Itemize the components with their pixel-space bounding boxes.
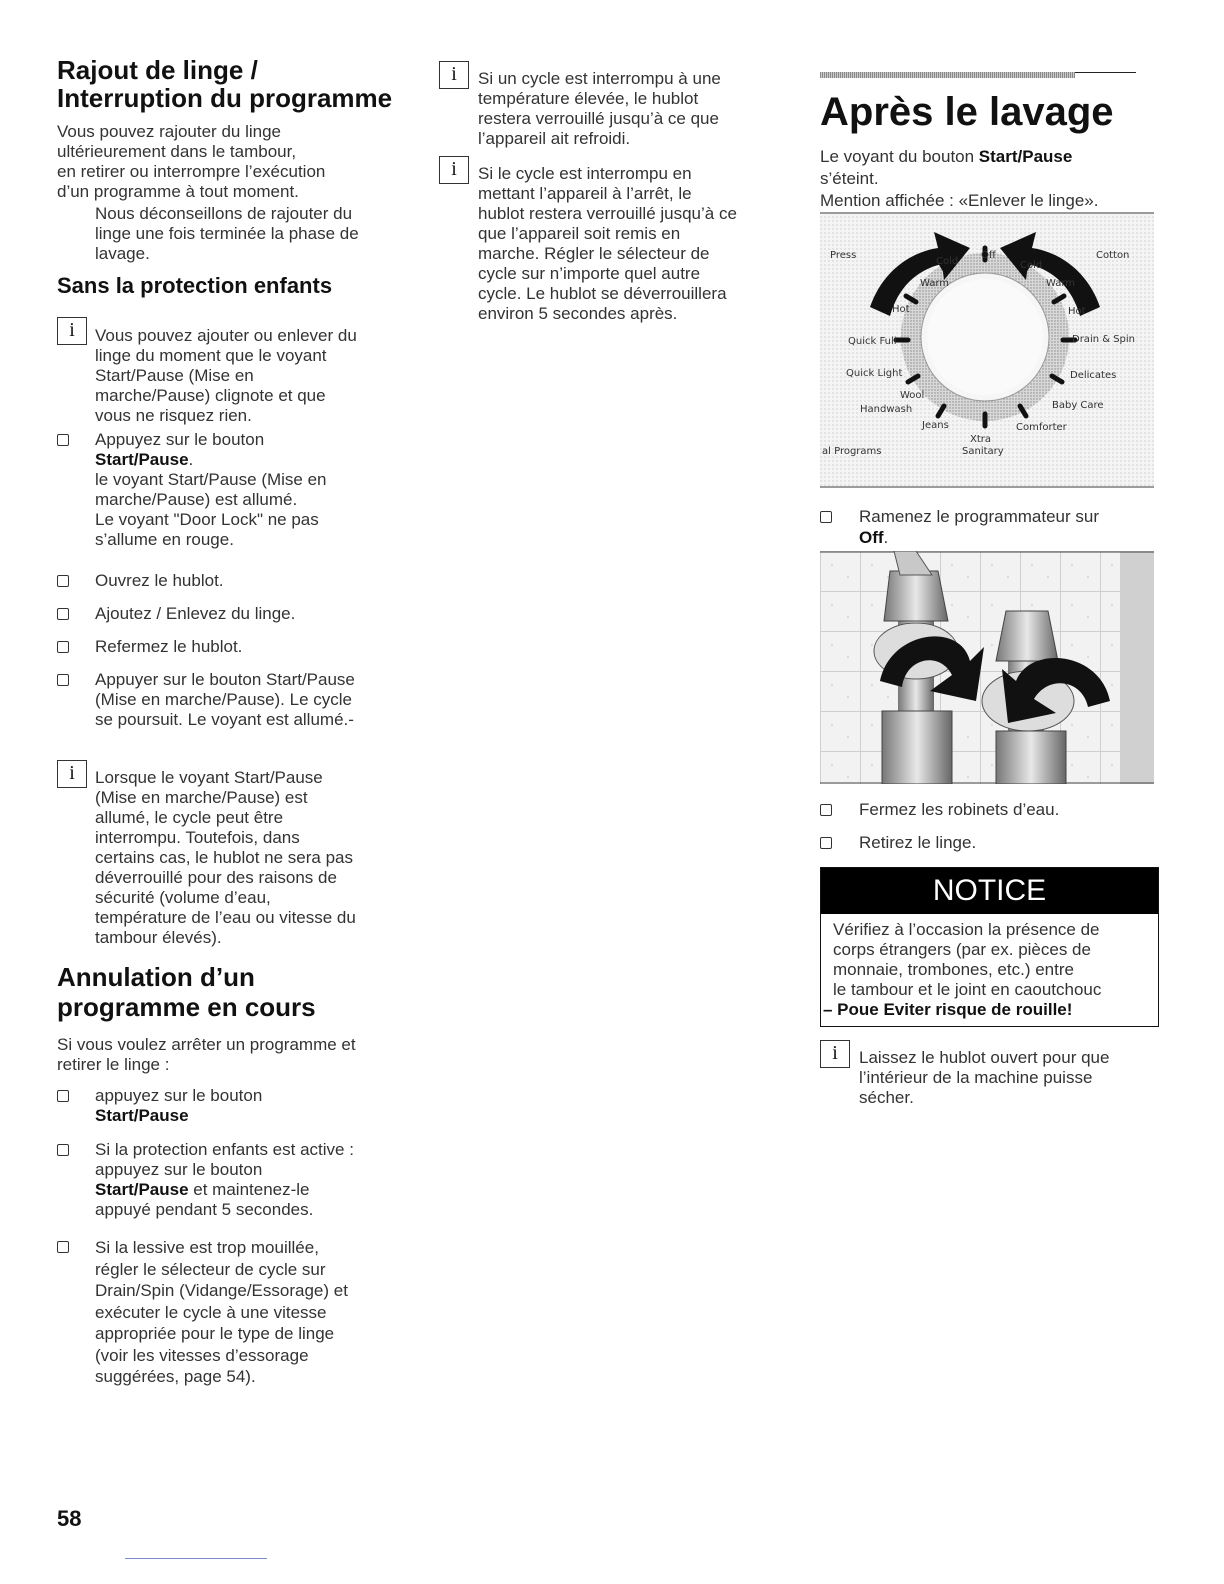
info-icon: i bbox=[439, 156, 469, 184]
list-item: Ramenez le programmateur sur Off. bbox=[859, 507, 1099, 547]
info-text: Laissez le hublot ouvert pour que l’intérieur de la machine puisse sécher. bbox=[859, 1048, 1110, 1107]
list-item: Fermez les robinets d’eau. bbox=[859, 800, 1060, 819]
info-text: Lorsque le voyant Start/Pause (Mise en marche/Pause) est allumé, le cycle peut être interrompu. Toutefois, dans certains cas, le hublot ne sera pas déverrouillé pour des raisons de sécurité (volume d’eau, température de l’eau ou vitesse du tambour élevés). bbox=[95, 768, 356, 947]
dial-label: Xtra bbox=[970, 434, 992, 445]
list-item: Ajoutez / Enlevez du linge. bbox=[95, 604, 296, 623]
notice-body: Vérifiez à l’occasion la présence de corps étrangers (par ex. pièces de monnaie, trombones, etc.) entre le tambour et le joint en caoutchouc – Poue Eviter risque de rouille! bbox=[823, 920, 1102, 1019]
dial-label: Press bbox=[830, 250, 857, 261]
dial-label: Baby Care bbox=[1052, 400, 1104, 411]
dial-label: Hot bbox=[892, 304, 910, 315]
info-icon: i bbox=[439, 61, 469, 89]
dial-label: Sanitary bbox=[962, 446, 1004, 457]
checkbox-icon bbox=[57, 434, 69, 446]
annulation-intro: Si vous voulez arrêter un programme et retirer le linge : bbox=[57, 1035, 356, 1074]
dial-label: Off bbox=[981, 250, 996, 261]
info-icon: i bbox=[57, 760, 87, 788]
list-item: Retirez le linge. bbox=[859, 833, 977, 852]
program-dial-illustration bbox=[820, 212, 1154, 488]
dial-label: Drain & Spin bbox=[1072, 334, 1136, 345]
water-taps-illustration bbox=[820, 551, 1154, 784]
info-icon: i bbox=[57, 317, 87, 345]
section-heading-rajout: Rajout de linge / Interruption du programme bbox=[57, 55, 393, 113]
section-heading-annulation: Annulation d’un programme en cours bbox=[57, 962, 316, 1022]
notice-title: NOTICE bbox=[821, 868, 1158, 914]
dial-label: Wool bbox=[900, 390, 925, 401]
heading-rule bbox=[820, 72, 1136, 78]
list-item: Ouvrez le hublot. bbox=[95, 571, 224, 590]
dial-label: Quick Full bbox=[848, 336, 897, 347]
checkbox-icon bbox=[820, 837, 832, 849]
list-item: Si la lessive est trop mouillée, régler le sélecteur de cycle sur Drain/Spin (Vidange/Essorage) et exécuter le cycle à une vitesse appropriée pour le type de linge (voir les vitesses d’essorage suggérées, page 54). bbox=[95, 1238, 348, 1386]
checkbox-icon bbox=[57, 674, 69, 686]
info-icon: i bbox=[820, 1040, 850, 1068]
info-text: Si le cycle est interrompu en mettant l’appareil à l’arrêt, le hublot restera verrouillé jusqu’à ce que l’appareil soit remis en marche. Régler le sélecteur de cycle sur n’importe quel autre cycle. Le hublot se déverrouillera environ 5 secondes après. bbox=[478, 164, 737, 323]
page-number: 58 bbox=[57, 1506, 82, 1531]
dial-label: Quick Light bbox=[846, 368, 903, 379]
checkbox-icon bbox=[820, 511, 832, 523]
dial-label: al Programs bbox=[822, 446, 882, 457]
checkbox-icon bbox=[57, 1090, 69, 1102]
dial-label: Warm bbox=[1046, 278, 1076, 289]
checkbox-icon bbox=[57, 1144, 69, 1156]
checkbox-icon bbox=[57, 641, 69, 653]
checkbox-icon bbox=[57, 608, 69, 620]
checkbox-icon bbox=[57, 1241, 69, 1253]
section-heading-sans-protection: Sans la protection enfants bbox=[57, 273, 333, 298]
list-item: Appuyez sur le bouton Start/Pause. le voyant Start/Pause (Mise en marche/Pause) est allumé. Le voyant "Door Lock" ne pas s’allume en rouge. bbox=[95, 430, 327, 549]
rajout-intro: Vous pouvez rajouter du linge ultérieurement dans le tambour, en retirer ou interrompre l’exécution d’un programme à tout moment. bbox=[57, 122, 326, 201]
page-title: Après le lavage bbox=[820, 90, 1114, 134]
rajout-advice: Nous déconseillons de rajouter du linge une fois terminée la phase de lavage. bbox=[95, 204, 359, 263]
dial-label: Cold bbox=[936, 256, 959, 267]
dial-label: Delicates bbox=[1070, 370, 1117, 381]
list-item: appuyez sur le bouton Start/Pause bbox=[95, 1086, 263, 1125]
footer-rule bbox=[125, 1558, 267, 1559]
list-item: Appuyer sur le bouton Start/Pause (Mise en marche/Pause). Le cycle se poursuit. Le voyant est allumé.- bbox=[95, 670, 355, 729]
program-dial-drawing bbox=[820, 212, 1154, 488]
list-item: Refermez le hublot. bbox=[95, 637, 243, 656]
dial-label: Comforter bbox=[1016, 422, 1067, 433]
apres-text: Le voyant du bouton Start/Pause s’éteint. Mention affichée : «Enlever le linge». bbox=[820, 147, 1099, 210]
info-text: Si un cycle est interrompu à une température élevée, le hublot restera verrouillé jusqu’à ce que l’appareil ait refroidi. bbox=[478, 69, 721, 148]
checkbox-icon bbox=[57, 575, 69, 587]
dial-label: Handwash bbox=[860, 404, 913, 415]
info-text: Vous pouvez ajouter ou enlever du linge du moment que le voyant Start/Pause (Mise en marche/Pause) clignote et que vous ne risquez rien. bbox=[95, 326, 357, 425]
dial-label: Hot bbox=[1068, 306, 1086, 317]
dial-label: Warm bbox=[920, 278, 950, 289]
notice-box bbox=[820, 867, 1159, 1027]
dial-label: Cold bbox=[1020, 260, 1043, 271]
dial-label: Cotton bbox=[1096, 250, 1130, 261]
checkbox-icon bbox=[820, 804, 832, 816]
dial-label: Jeans bbox=[922, 420, 949, 431]
water-taps-drawing bbox=[820, 551, 1154, 784]
list-item: Si la protection enfants est active : appuyez sur le bouton Start/Pause et maintenez-le appuyé pendant 5 secondes. bbox=[95, 1140, 354, 1219]
